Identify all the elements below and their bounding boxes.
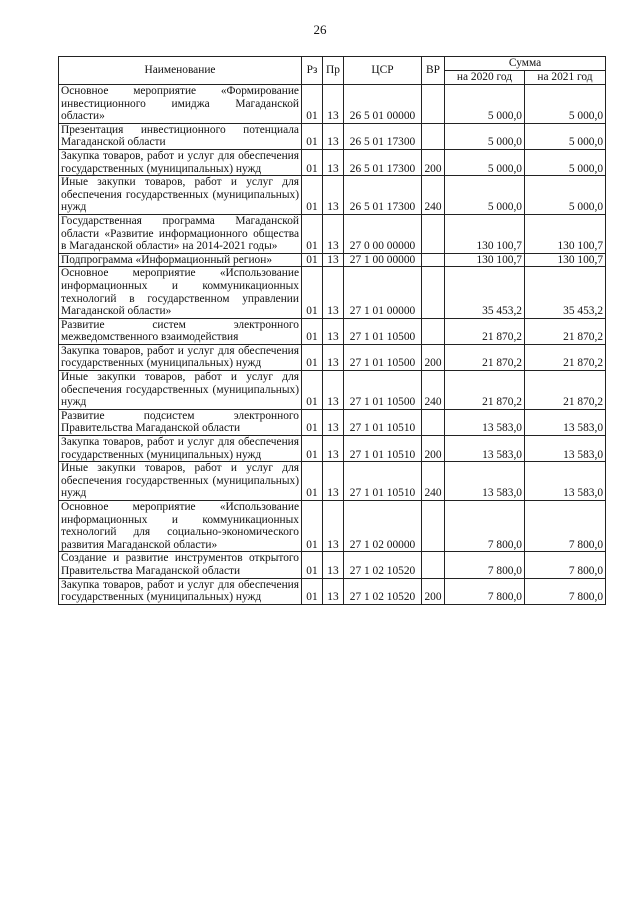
header-pr: Пр xyxy=(323,57,344,85)
page-number: 26 xyxy=(313,22,327,37)
cell-pr: 13 xyxy=(323,267,344,318)
table-row xyxy=(59,344,606,370)
table-row xyxy=(59,409,606,435)
cell-name: Иные закупки товаров, работ и услуг для обеспечения государственных (муниципальных) нужд xyxy=(59,371,302,410)
table-row xyxy=(59,176,606,215)
cell-sum-2020: 7 800,0 xyxy=(445,552,525,578)
cell-csr: 27 1 01 10500 xyxy=(344,318,422,344)
cell-pr: 13 xyxy=(323,214,344,253)
cell-name: Основное мероприятие «Использование информационных и коммуникационных технологий для социально-экономического развития Магаданской области» xyxy=(59,501,302,552)
cell-csr: 27 1 01 00000 xyxy=(344,267,422,318)
cell-sum-2020: 130 100,7 xyxy=(445,214,525,253)
cell-rz: 01 xyxy=(302,578,323,604)
cell-name: Закупка товаров, работ и услуг для обеспечения государственных (муниципальных) нужд xyxy=(59,578,302,604)
cell-name: Подпрограмма «Информационный регион» xyxy=(59,253,302,267)
cell-name: Иные закупки товаров, работ и услуг для обеспечения государственных (муниципальных) нужд xyxy=(59,176,302,215)
header-rz: Рз xyxy=(302,57,323,85)
cell-name: Закупка товаров, работ и услуг для обеспечения государственных (муниципальных) нужд xyxy=(59,436,302,462)
cell-csr: 27 1 01 10510 xyxy=(344,409,422,435)
cell-rz: 01 xyxy=(302,176,323,215)
table-body xyxy=(59,85,606,605)
cell-vr: 200 xyxy=(422,578,445,604)
cell-sum-2021: 13 583,0 xyxy=(525,462,606,501)
table-row xyxy=(59,436,606,462)
cell-rz: 01 xyxy=(302,436,323,462)
header-csr: ЦСР xyxy=(344,57,422,85)
cell-pr: 13 xyxy=(323,462,344,501)
table-row xyxy=(59,318,606,344)
table-row xyxy=(59,578,606,604)
cell-pr: 13 xyxy=(323,85,344,124)
table-row xyxy=(59,462,606,501)
table-row xyxy=(59,501,606,552)
cell-name: Презентация инвестиционного потенциала Магаданской области xyxy=(59,123,302,149)
cell-sum-2021: 5 000,0 xyxy=(525,123,606,149)
cell-rz: 01 xyxy=(302,149,323,175)
cell-csr: 26 5 01 17300 xyxy=(344,149,422,175)
cell-vr: 200 xyxy=(422,436,445,462)
cell-pr: 13 xyxy=(323,318,344,344)
cell-sum-2020: 21 870,2 xyxy=(445,318,525,344)
cell-vr xyxy=(422,253,445,267)
cell-sum-2021: 5 000,0 xyxy=(525,85,606,124)
cell-csr: 27 1 01 10510 xyxy=(344,462,422,501)
cell-vr xyxy=(422,214,445,253)
cell-sum-2020: 13 583,0 xyxy=(445,436,525,462)
cell-rz: 01 xyxy=(302,253,323,267)
cell-csr: 27 0 00 00000 xyxy=(344,214,422,253)
cell-sum-2020: 5 000,0 xyxy=(445,85,525,124)
cell-vr xyxy=(422,501,445,552)
cell-name: Основное мероприятие «Использование информационных и коммуникационных технологий в государственном управлении Магаданской области» xyxy=(59,267,302,318)
table-row xyxy=(59,214,606,253)
table-row xyxy=(59,267,606,318)
cell-rz: 01 xyxy=(302,344,323,370)
table-row xyxy=(59,371,606,410)
cell-sum-2021: 7 800,0 xyxy=(525,552,606,578)
cell-name: Основное мероприятие «Формирование инвестиционного имиджа Магаданской области» xyxy=(59,85,302,124)
header-sum: Сумма xyxy=(445,57,606,71)
cell-name: Закупка товаров, работ и услуг для обеспечения государственных (муниципальных) нужд xyxy=(59,149,302,175)
cell-sum-2020: 35 453,2 xyxy=(445,267,525,318)
header-name: Наименование xyxy=(59,57,302,85)
cell-sum-2021: 21 870,2 xyxy=(525,371,606,410)
cell-vr xyxy=(422,85,445,124)
cell-csr: 27 1 02 10520 xyxy=(344,578,422,604)
cell-vr xyxy=(422,267,445,318)
cell-sum-2021: 35 453,2 xyxy=(525,267,606,318)
table-header xyxy=(59,57,606,85)
cell-csr: 26 5 01 17300 xyxy=(344,123,422,149)
cell-rz: 01 xyxy=(302,85,323,124)
cell-pr: 13 xyxy=(323,344,344,370)
cell-name: Развитие систем электронного межведомственного взаимодействия xyxy=(59,318,302,344)
cell-sum-2021: 130 100,7 xyxy=(525,253,606,267)
cell-vr xyxy=(422,123,445,149)
cell-sum-2021: 13 583,0 xyxy=(525,436,606,462)
cell-sum-2020: 5 000,0 xyxy=(445,176,525,215)
cell-pr: 13 xyxy=(323,371,344,410)
cell-vr: 200 xyxy=(422,344,445,370)
cell-rz: 01 xyxy=(302,318,323,344)
cell-vr xyxy=(422,318,445,344)
cell-rz: 01 xyxy=(302,501,323,552)
cell-pr: 13 xyxy=(323,253,344,267)
cell-vr: 240 xyxy=(422,176,445,215)
cell-sum-2021: 7 800,0 xyxy=(525,501,606,552)
cell-pr: 13 xyxy=(323,176,344,215)
cell-csr: 26 5 01 00000 xyxy=(344,85,422,124)
cell-csr: 27 1 01 10510 xyxy=(344,436,422,462)
cell-sum-2021: 130 100,7 xyxy=(525,214,606,253)
cell-csr: 27 1 02 00000 xyxy=(344,501,422,552)
table-row xyxy=(59,552,606,578)
cell-sum-2021: 21 870,2 xyxy=(525,344,606,370)
cell-sum-2021: 21 870,2 xyxy=(525,318,606,344)
cell-vr: 240 xyxy=(422,371,445,410)
cell-name: Создание и развитие инструментов открытого Правительства Магаданской области xyxy=(59,552,302,578)
cell-sum-2020: 21 870,2 xyxy=(445,371,525,410)
cell-sum-2020: 7 800,0 xyxy=(445,501,525,552)
cell-csr: 27 1 01 10500 xyxy=(344,344,422,370)
table-row xyxy=(59,123,606,149)
header-vr: ВР xyxy=(422,57,445,85)
cell-rz: 01 xyxy=(302,123,323,149)
cell-sum-2020: 13 583,0 xyxy=(445,462,525,501)
cell-sum-2021: 7 800,0 xyxy=(525,578,606,604)
cell-sum-2020: 130 100,7 xyxy=(445,253,525,267)
cell-pr: 13 xyxy=(323,149,344,175)
cell-rz: 01 xyxy=(302,267,323,318)
cell-pr: 13 xyxy=(323,123,344,149)
cell-rz: 01 xyxy=(302,552,323,578)
cell-csr: 26 5 01 17300 xyxy=(344,176,422,215)
cell-sum-2020: 5 000,0 xyxy=(445,149,525,175)
table-row xyxy=(59,85,606,124)
cell-sum-2021: 13 583,0 xyxy=(525,409,606,435)
cell-vr xyxy=(422,409,445,435)
cell-name: Иные закупки товаров, работ и услуг для обеспечения государственных (муниципальных) нужд xyxy=(59,462,302,501)
cell-sum-2020: 13 583,0 xyxy=(445,409,525,435)
cell-pr: 13 xyxy=(323,409,344,435)
cell-csr: 27 1 01 10500 xyxy=(344,371,422,410)
header-year-2021: на 2021 год xyxy=(525,71,606,85)
cell-rz: 01 xyxy=(302,462,323,501)
cell-sum-2020: 7 800,0 xyxy=(445,578,525,604)
cell-rz: 01 xyxy=(302,409,323,435)
cell-rz: 01 xyxy=(302,371,323,410)
cell-vr xyxy=(422,552,445,578)
cell-sum-2021: 5 000,0 xyxy=(525,149,606,175)
cell-rz: 01 xyxy=(302,214,323,253)
cell-name: Развитие подсистем электронного Правительства Магаданской области xyxy=(59,409,302,435)
cell-csr: 27 1 02 10520 xyxy=(344,552,422,578)
cell-vr: 200 xyxy=(422,149,445,175)
cell-pr: 13 xyxy=(323,436,344,462)
budget-table xyxy=(58,56,606,605)
cell-sum-2020: 5 000,0 xyxy=(445,123,525,149)
cell-sum-2021: 5 000,0 xyxy=(525,176,606,215)
header-year-2020: на 2020 год xyxy=(445,71,525,85)
cell-sum-2020: 21 870,2 xyxy=(445,344,525,370)
cell-pr: 13 xyxy=(323,578,344,604)
cell-name: Закупка товаров, работ и услуг для обеспечения государственных (муниципальных) нужд xyxy=(59,344,302,370)
cell-pr: 13 xyxy=(323,552,344,578)
cell-name: Государственная программа Магаданской области «Развитие информационного общества в Магаданской области» на 2014-2021 годы» xyxy=(59,214,302,253)
table-row xyxy=(59,149,606,175)
table-row xyxy=(59,253,606,267)
cell-vr: 240 xyxy=(422,462,445,501)
cell-pr: 13 xyxy=(323,501,344,552)
cell-csr: 27 1 00 00000 xyxy=(344,253,422,267)
